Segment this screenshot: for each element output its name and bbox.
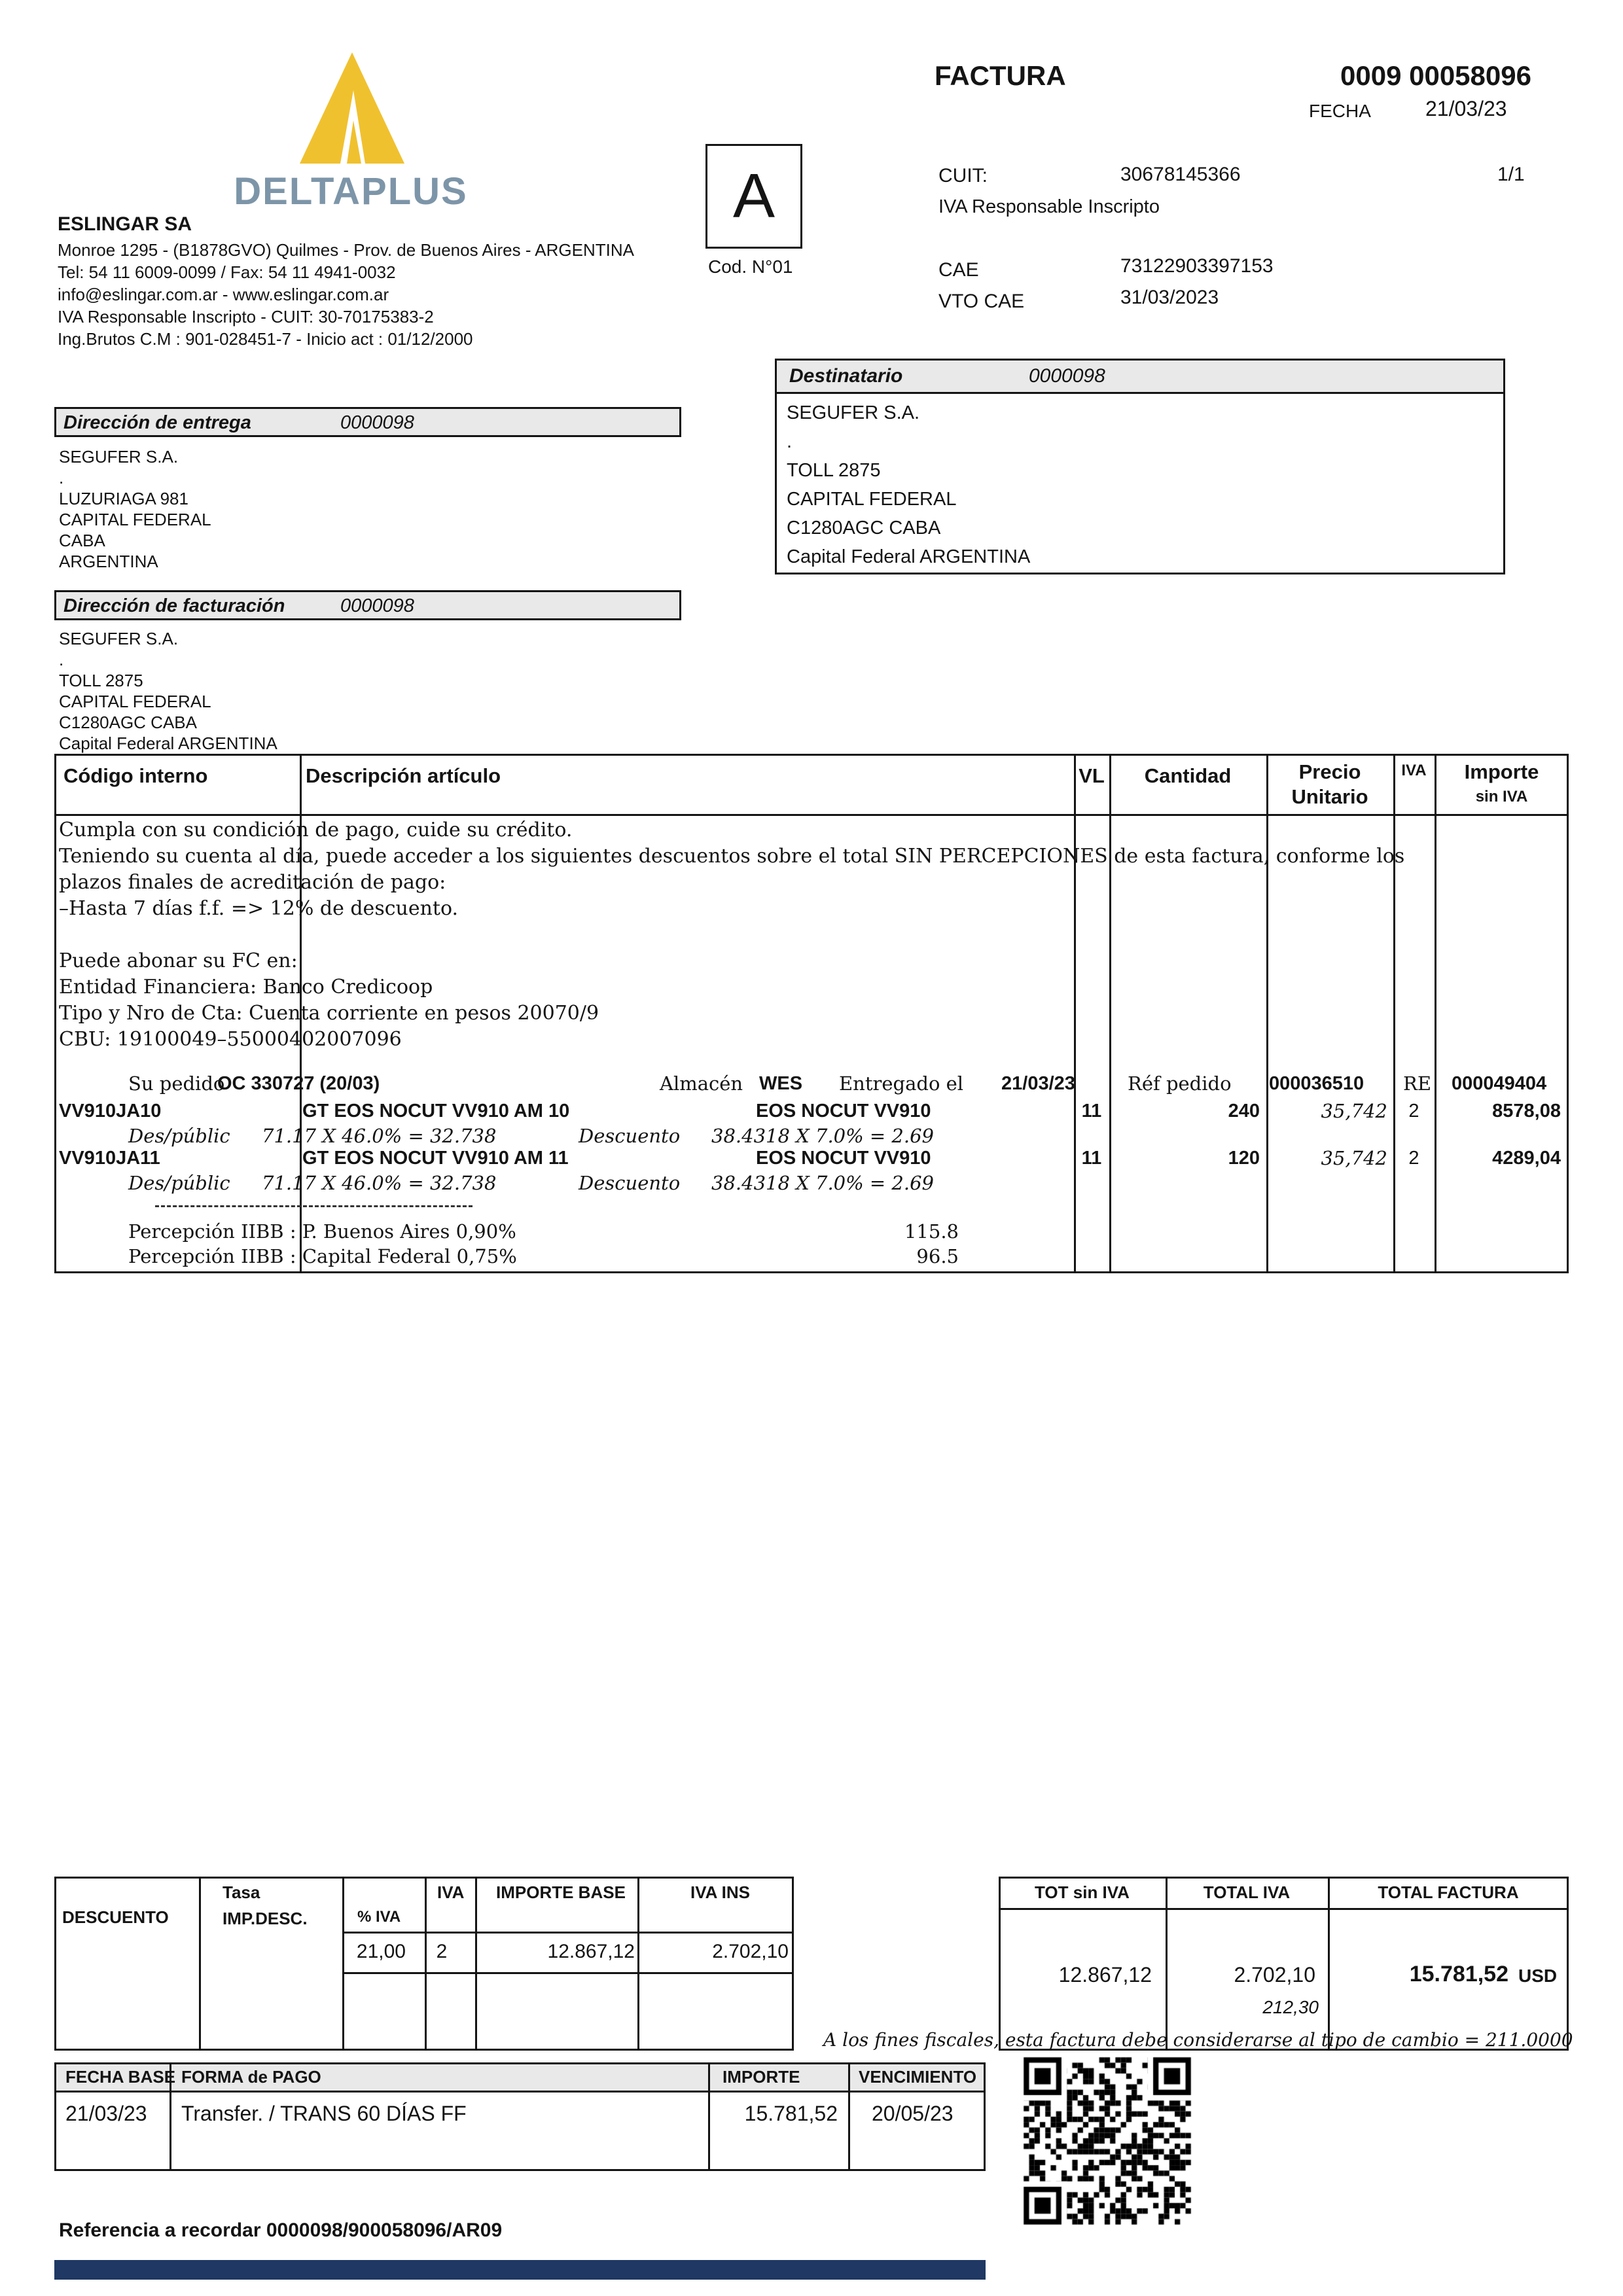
importe-base-value: 12.867,12 — [547, 1941, 635, 1962]
seller-iva-cuit: IVA Responsable Inscripto - CUIT: 30-70175383-2 — [58, 307, 434, 327]
ref-pedido-label: Réf pedido — [1128, 1072, 1232, 1095]
importe-base-label: IMPORTE BASE — [496, 1882, 626, 1902]
destinatario-code: 0000098 — [1029, 365, 1105, 387]
payment-col-line-3 — [848, 2062, 850, 2171]
col-line-vl — [1109, 754, 1111, 1273]
facturacion-line: CAPITAL FEDERAL — [59, 692, 211, 711]
item-desc2: EOS NOCUT VV910 — [756, 1148, 931, 1169]
fecha-label: FECHA — [1309, 101, 1371, 121]
item-code: VV910JA10 — [59, 1101, 162, 1122]
tax-header-underline — [342, 1932, 794, 1934]
item-cantidad: 240 — [1228, 1101, 1260, 1122]
destinatario-line: SEGUFER S.A. — [787, 402, 920, 423]
destinatario-line: . — [787, 431, 793, 452]
payment-col-line-2 — [708, 2062, 710, 2171]
referencia-recordar: Referencia a recordar 0000098/900058096/AR09 — [59, 2219, 503, 2241]
item-desc: GT EOS NOCUT VV910 AM 10 — [302, 1101, 570, 1122]
tax-col-line-2 — [342, 1877, 344, 2051]
percepcion-label: Percepción IIBB : Capital Federal 0,75% — [128, 1245, 517, 1267]
item-vl: 11 — [1081, 1148, 1102, 1169]
cae-label: CAE — [938, 259, 979, 281]
total-iva-value: 2.702,10 — [1234, 1963, 1315, 1987]
item-code: VV910JA11 — [59, 1148, 160, 1169]
totals-col-line-1 — [1166, 1877, 1168, 2051]
entrega-line: . — [59, 468, 64, 487]
col-header-codigo: Código interno — [63, 764, 208, 787]
imp-desc-label: IMP.DESC. — [223, 1909, 308, 1928]
total-factura-label: TOTAL FACTURA — [1378, 1882, 1519, 1902]
re-value: 000049404 — [1452, 1073, 1547, 1094]
invoice-letter-box — [705, 144, 802, 249]
iva-condition: IVA Responsable Inscripto — [938, 196, 1160, 217]
item-descuento-value: 38.4318 X 7.0% = 2.69 — [711, 1125, 934, 1147]
tax-col-line-3 — [425, 1877, 427, 2051]
col-line-desc — [1074, 754, 1076, 1273]
seller-address: Monroe 1295 - (B1878GVO) Quilmes - Prov. de Buenos Aires - ARGENTINA — [58, 240, 634, 260]
seller-ingbrutos: Ing.Brutos C.M : 901-028451-7 - Inicio act : 01/12/2000 — [58, 329, 473, 349]
col-header-importe-2: sin IVA — [1475, 788, 1528, 805]
totals-col-line-2 — [1328, 1877, 1330, 2051]
destinatario-line: C1280AGC CABA — [787, 518, 941, 539]
qr-code — [1018, 2052, 1196, 2230]
pct-iva-label: % IVA — [357, 1908, 401, 1926]
separator-line — [155, 1205, 473, 1207]
notice-line: plazos finales de acreditación de pago: — [59, 871, 446, 894]
notice-line: Cumpla con su condición de pago, cuide su crédito. — [59, 819, 573, 841]
entrega-line: SEGUFER S.A. — [59, 447, 179, 467]
col-header-precio-2: Unitario — [1291, 785, 1368, 808]
item-descuento-value: 38.4318 X 7.0% = 2.69 — [711, 1172, 934, 1194]
iva-value: 2 — [436, 1941, 448, 1962]
re-label: RE — [1403, 1072, 1432, 1095]
totals-extra-value: 212,30 — [1262, 1997, 1319, 2017]
item-desc: GT EOS NOCUT VV910 AM 11 — [302, 1148, 569, 1169]
col-header-descripcion: Descripción artículo — [306, 764, 501, 787]
item-cantidad: 120 — [1228, 1148, 1260, 1169]
ref-pedido-value: 000036510 — [1269, 1073, 1364, 1094]
entregado-label: Entregado el — [839, 1072, 964, 1095]
item-iva: 2 — [1408, 1148, 1419, 1169]
entrega-line: CABA — [59, 531, 105, 550]
item-des-label: Des/públic — [128, 1172, 230, 1194]
fecha-base-value: 21/03/23 — [65, 2102, 147, 2125]
item-importe: 8578,08 — [1492, 1101, 1561, 1122]
item-des-value: 71.17 X 46.0% = 32.738 — [262, 1172, 497, 1194]
col-header-importe-1: Importe — [1464, 760, 1539, 783]
iva-ins-value: 2.702,10 — [712, 1941, 789, 1962]
destinatario-line: CAPITAL FEDERAL — [787, 489, 957, 510]
notice-line: Entidad Financiera: Banco Credicoop — [59, 976, 433, 998]
notice-line: CBU: 19100049–55000402007096 — [59, 1028, 402, 1051]
entrega-code: 0000098 — [340, 412, 414, 433]
total-iva-label: TOTAL IVA — [1203, 1882, 1291, 1902]
su-pedido-value: OC 330727 (20/03) — [217, 1073, 380, 1094]
tax-values-underline — [342, 1972, 794, 1974]
tot-sin-iva-label: TOT sin IVA — [1035, 1882, 1130, 1902]
descuento-label: DESCUENTO — [62, 1907, 169, 1927]
doc-type-title: FACTURA — [935, 60, 1066, 91]
tax-table-box — [54, 1877, 794, 2051]
fecha-base-label: FECHA BASE — [65, 2067, 176, 2087]
importe-label: IMPORTE — [722, 2067, 800, 2087]
destinatario-line: TOLL 2875 — [787, 460, 881, 481]
facturacion-line: SEGUFER S.A. — [59, 629, 179, 648]
entrega-label: Dirección de entrega — [63, 412, 251, 433]
invoice-number: 0009 00058096 — [1340, 60, 1531, 91]
su-pedido-label: Su pedido — [128, 1072, 225, 1095]
deltaplus-logo-text: DELTAPLUS — [234, 170, 468, 213]
tax-col-line-1 — [199, 1877, 201, 2051]
col-line-precio — [1393, 754, 1395, 1273]
item-iva: 2 — [1408, 1101, 1419, 1122]
deltaplus-logo-triangle-icon — [300, 52, 404, 165]
item-des-value: 71.17 X 46.0% = 32.738 — [262, 1125, 497, 1147]
notice-line: Puede abonar su FC en: — [59, 949, 298, 972]
iva-ins-label: IVA INS — [690, 1882, 751, 1902]
facturacion-line: TOLL 2875 — [59, 671, 143, 690]
facturacion-line: . — [59, 650, 64, 669]
total-factura-value: 15.781,52 — [1409, 1962, 1508, 1987]
item-descuento-label: Descuento — [579, 1172, 681, 1194]
seller-name: ESLINGAR SA — [58, 213, 192, 235]
col-line-iva — [1435, 754, 1436, 1273]
percepcion-value: 115.8 — [904, 1220, 959, 1243]
item-descuento-label: Descuento — [579, 1125, 681, 1147]
vto-cae-value: 31/03/2023 — [1120, 287, 1219, 308]
destinatario-line: Capital Federal ARGENTINA — [787, 546, 1031, 567]
items-header-underline — [54, 814, 1569, 816]
destinatario-label: Destinatario — [789, 365, 903, 387]
percepcion-value: 96.5 — [916, 1245, 959, 1267]
item-precio: 35,742 — [1321, 1100, 1387, 1122]
forma-pago-value: Transfer. / TRANS 60 DÍAS FF — [181, 2102, 467, 2125]
tot-sin-iva-value: 12.867,12 — [1058, 1963, 1152, 1987]
col-header-cantidad: Cantidad — [1144, 764, 1232, 787]
page-indicator: 1/1 — [1497, 164, 1525, 185]
cuit-label: CUIT: — [938, 165, 988, 186]
vto-cae-label: VTO CAE — [938, 291, 1025, 312]
almacen-label: Almacén — [660, 1072, 743, 1095]
tax-col-line-5 — [637, 1877, 639, 2051]
importe-value: 15.781,52 — [744, 2102, 838, 2125]
tasa-label: Tasa — [223, 1882, 260, 1902]
totals-header-underline — [999, 1908, 1569, 1910]
item-importe: 4289,04 — [1492, 1148, 1561, 1169]
item-desc2: EOS NOCUT VV910 — [756, 1101, 931, 1122]
seller-email-web: info@eslingar.com.ar - www.eslingar.com.ar — [58, 285, 389, 304]
entregado-value: 21/03/23 — [1001, 1073, 1075, 1094]
currency-label: USD — [1518, 1966, 1558, 1986]
facturacion-label: Dirección de facturación — [63, 595, 285, 616]
seller-phone: Tel: 54 11 6009-0099 / Fax: 54 11 4941-0032 — [58, 262, 396, 282]
percepcion-label: Percepción IIBB : P. Buenos Aires 0,90% — [128, 1220, 516, 1243]
invoice-letter: A — [732, 161, 776, 231]
notice-line: Tipo y Nro de Cta: Cuenta corriente en pesos 20070/9 — [59, 1002, 599, 1025]
pct-iva-value: 21,00 — [356, 1941, 406, 1962]
entrega-line: LUZURIAGA 981 — [59, 489, 188, 508]
item-precio: 35,742 — [1321, 1147, 1387, 1169]
facturacion-line: Capital Federal ARGENTINA — [59, 733, 277, 753]
item-des-label: Des/públic — [128, 1125, 230, 1147]
tax-col-line-4 — [475, 1877, 477, 2051]
col-header-vl: VL — [1079, 764, 1105, 787]
cuit-value: 30678145366 — [1120, 164, 1241, 185]
forma-pago-label: FORMA de PAGO — [181, 2067, 321, 2087]
col-header-iva: IVA — [1401, 762, 1427, 779]
fiscal-note: A los fines fiscales, esta factura debe considerarse al tipo de cambio = 211.0000 — [823, 2029, 1573, 2051]
invoice-cod: Cod. N°01 — [708, 256, 793, 277]
cae-value: 73122903397153 — [1120, 255, 1274, 277]
col-line-cantidad — [1266, 754, 1268, 1273]
facturacion-code: 0000098 — [340, 595, 414, 616]
facturacion-line: C1280AGC CABA — [59, 713, 197, 732]
fecha-value: 21/03/23 — [1425, 97, 1507, 120]
almacen-value: WES — [759, 1073, 803, 1094]
entrega-line: CAPITAL FEDERAL — [59, 510, 211, 529]
iva-col-label: IVA — [437, 1882, 465, 1902]
vencimiento-label: VENCIMIENTO — [859, 2067, 977, 2087]
col-header-precio-1: Precio — [1298, 760, 1361, 783]
vencimiento-value: 20/05/23 — [872, 2102, 954, 2125]
footer-color-bar — [54, 2260, 986, 2280]
notice-line: –Hasta 7 días f.f. => 12% de descuento. — [59, 897, 459, 920]
entrega-line: ARGENTINA — [59, 552, 158, 571]
notice-line: Teniendo su cuenta al día, puede acceder a los siguientes descuentos sobre el total SIN PERCEPCIONES de esta factura, conforme los — [59, 845, 1405, 868]
item-vl: 11 — [1081, 1101, 1102, 1122]
